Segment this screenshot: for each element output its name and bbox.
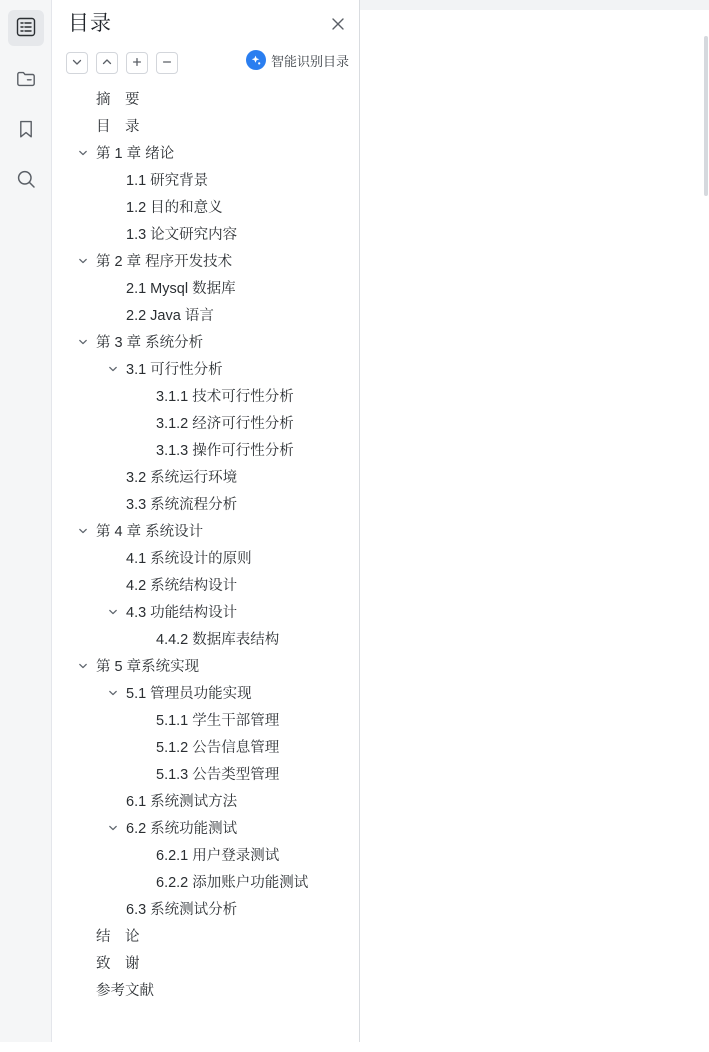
outline-item-label: 5.1.3 公告类型管理 xyxy=(156,767,280,783)
outline-item-label: 2.2 Java 语言 xyxy=(126,308,214,324)
outline-item[interactable] xyxy=(66,814,346,841)
outline-item[interactable] xyxy=(66,517,346,544)
outline-item[interactable] xyxy=(66,679,346,706)
chevron-down-icon[interactable] xyxy=(106,362,120,376)
sidebar-item-outline[interactable] xyxy=(8,10,44,46)
outline-item-label: 3.1.2 经济可行性分析 xyxy=(156,416,294,432)
outline-item[interactable] xyxy=(66,895,346,922)
plus-icon xyxy=(131,56,143,71)
outline-item[interactable] xyxy=(66,652,346,679)
outline-item[interactable] xyxy=(66,301,346,328)
outline-item[interactable] xyxy=(66,220,346,247)
outline-item[interactable] xyxy=(66,328,346,355)
collapse-all-button[interactable] xyxy=(96,52,118,74)
outline-item-label: 4.4.2 数据库表结构 xyxy=(156,632,280,648)
outline-item[interactable] xyxy=(66,976,346,1003)
smart-toc-button[interactable] xyxy=(246,50,349,70)
outline-item[interactable] xyxy=(66,436,346,463)
outline-item-label: 第 5 章系统实现 xyxy=(96,659,200,675)
outline-item[interactable] xyxy=(66,544,346,571)
outline-item-label: 第 4 章 系统设计 xyxy=(96,524,204,540)
outline-item[interactable] xyxy=(66,247,346,274)
outline-panel xyxy=(52,0,360,1042)
chevron-down-icon[interactable] xyxy=(76,659,90,673)
outline-item-label: 1.2 目的和意义 xyxy=(126,200,223,216)
outline-item-label: 6.2.2 添加账户功能测试 xyxy=(156,875,309,891)
outline-item[interactable] xyxy=(66,841,346,868)
outline-item-label: 4.2 系统结构设计 xyxy=(126,578,238,594)
outline-icon xyxy=(15,16,37,41)
outline-item-label: 6.2 系统功能测试 xyxy=(126,821,238,837)
sidebar-item-bookmarks[interactable] xyxy=(8,112,44,148)
outline-item-label: 2.1 Mysql 数据库 xyxy=(126,281,236,297)
outline-item-label: 结 论 xyxy=(96,929,140,945)
outline-item-label: 6.1 系统测试方法 xyxy=(126,794,238,810)
outline-item-label: 4.3 功能结构设计 xyxy=(126,605,238,621)
outline-toolbar xyxy=(52,46,359,80)
page-title: 目录 xyxy=(68,12,112,35)
outline-item-label: 第 1 章 绪论 xyxy=(96,146,175,162)
outline-item-label: 第 2 章 程序开发技术 xyxy=(96,254,233,270)
outline-item[interactable] xyxy=(66,490,346,517)
outline-item-label: 目 录 xyxy=(96,119,140,135)
outline-item-label: 6.2.1 用户登录测试 xyxy=(156,848,280,864)
outline-item[interactable] xyxy=(66,868,346,895)
outline-item[interactable] xyxy=(66,706,346,733)
outline-item[interactable] xyxy=(66,760,346,787)
chevron-up-icon xyxy=(101,56,113,71)
outline-item[interactable] xyxy=(66,733,346,760)
outline-item-label: 1.1 研究背景 xyxy=(126,173,209,189)
chevron-down-icon xyxy=(71,56,83,71)
outline-item[interactable] xyxy=(66,193,346,220)
folder-icon xyxy=(15,68,37,93)
chevron-down-icon[interactable] xyxy=(106,821,120,835)
outline-item[interactable] xyxy=(66,787,346,814)
outline-item-label: 摘 要 xyxy=(96,92,140,108)
outline-item-label: 1.3 论文研究内容 xyxy=(126,227,238,243)
minus-icon xyxy=(161,56,173,71)
outline-item-label: 6.3 系统测试分析 xyxy=(126,902,238,918)
outline-item[interactable] xyxy=(66,922,346,949)
outline-item[interactable] xyxy=(66,598,346,625)
increase-level-button[interactable] xyxy=(126,52,148,74)
outline-item-label: 4.1 系统设计的原则 xyxy=(126,551,252,567)
outline-item[interactable] xyxy=(66,463,346,490)
outline-item-label: 5.1 管理员功能实现 xyxy=(126,686,252,702)
sidebar-item-thumbnails[interactable] xyxy=(8,62,44,98)
decrease-level-button[interactable] xyxy=(156,52,178,74)
chevron-down-icon[interactable] xyxy=(76,335,90,349)
close-icon xyxy=(330,16,346,35)
outline-item-label: 5.1.1 学生干部管理 xyxy=(156,713,280,729)
outline-item[interactable] xyxy=(66,355,346,382)
document-page[interactable] xyxy=(360,10,709,1042)
outline-item[interactable] xyxy=(66,274,346,301)
document-scrollbar[interactable] xyxy=(703,20,709,1052)
outline-item[interactable] xyxy=(66,382,346,409)
close-panel-button[interactable] xyxy=(327,14,349,36)
chevron-down-icon[interactable] xyxy=(76,254,90,268)
outline-item[interactable] xyxy=(66,139,346,166)
chevron-down-icon[interactable] xyxy=(76,524,90,538)
outline-list[interactable] xyxy=(66,84,346,1032)
outline-item-label: 5.1.2 公告信息管理 xyxy=(156,740,280,756)
outline-item-label: 3.1.3 操作可行性分析 xyxy=(156,443,294,459)
outline-item-label: 致 谢 xyxy=(96,956,140,972)
tool-rail xyxy=(0,0,52,1042)
sparkle-icon xyxy=(246,50,266,70)
outline-item[interactable] xyxy=(66,571,346,598)
sidebar-item-search[interactable] xyxy=(8,162,44,198)
bookmark-icon xyxy=(15,118,37,143)
chevron-down-icon[interactable] xyxy=(106,605,120,619)
outline-item-label: 第 3 章 系统分析 xyxy=(96,335,204,351)
outline-item-label: 参考文献 xyxy=(96,983,154,999)
outline-item[interactable] xyxy=(66,112,346,139)
outline-item[interactable] xyxy=(66,625,346,652)
chevron-down-icon[interactable] xyxy=(106,686,120,700)
expand-all-button[interactable] xyxy=(66,52,88,74)
document-area xyxy=(360,0,709,1042)
outline-item-label: 3.2 系统运行环境 xyxy=(126,470,238,486)
chevron-down-icon[interactable] xyxy=(76,146,90,160)
outline-item[interactable] xyxy=(66,85,346,112)
outline-panel-header xyxy=(52,0,359,46)
outline-item[interactable] xyxy=(66,166,346,193)
outline-item[interactable] xyxy=(66,409,346,436)
outline-item[interactable] xyxy=(66,949,346,976)
scrollbar-thumb[interactable] xyxy=(704,36,708,196)
search-icon xyxy=(15,168,37,193)
outline-item-label: 3.3 系统流程分析 xyxy=(126,497,238,513)
smart-toc-label: 智能识别目录 xyxy=(270,53,349,69)
outline-item-label: 3.1 可行性分析 xyxy=(126,362,223,378)
outline-item-label: 3.1.1 技术可行性分析 xyxy=(156,389,294,405)
